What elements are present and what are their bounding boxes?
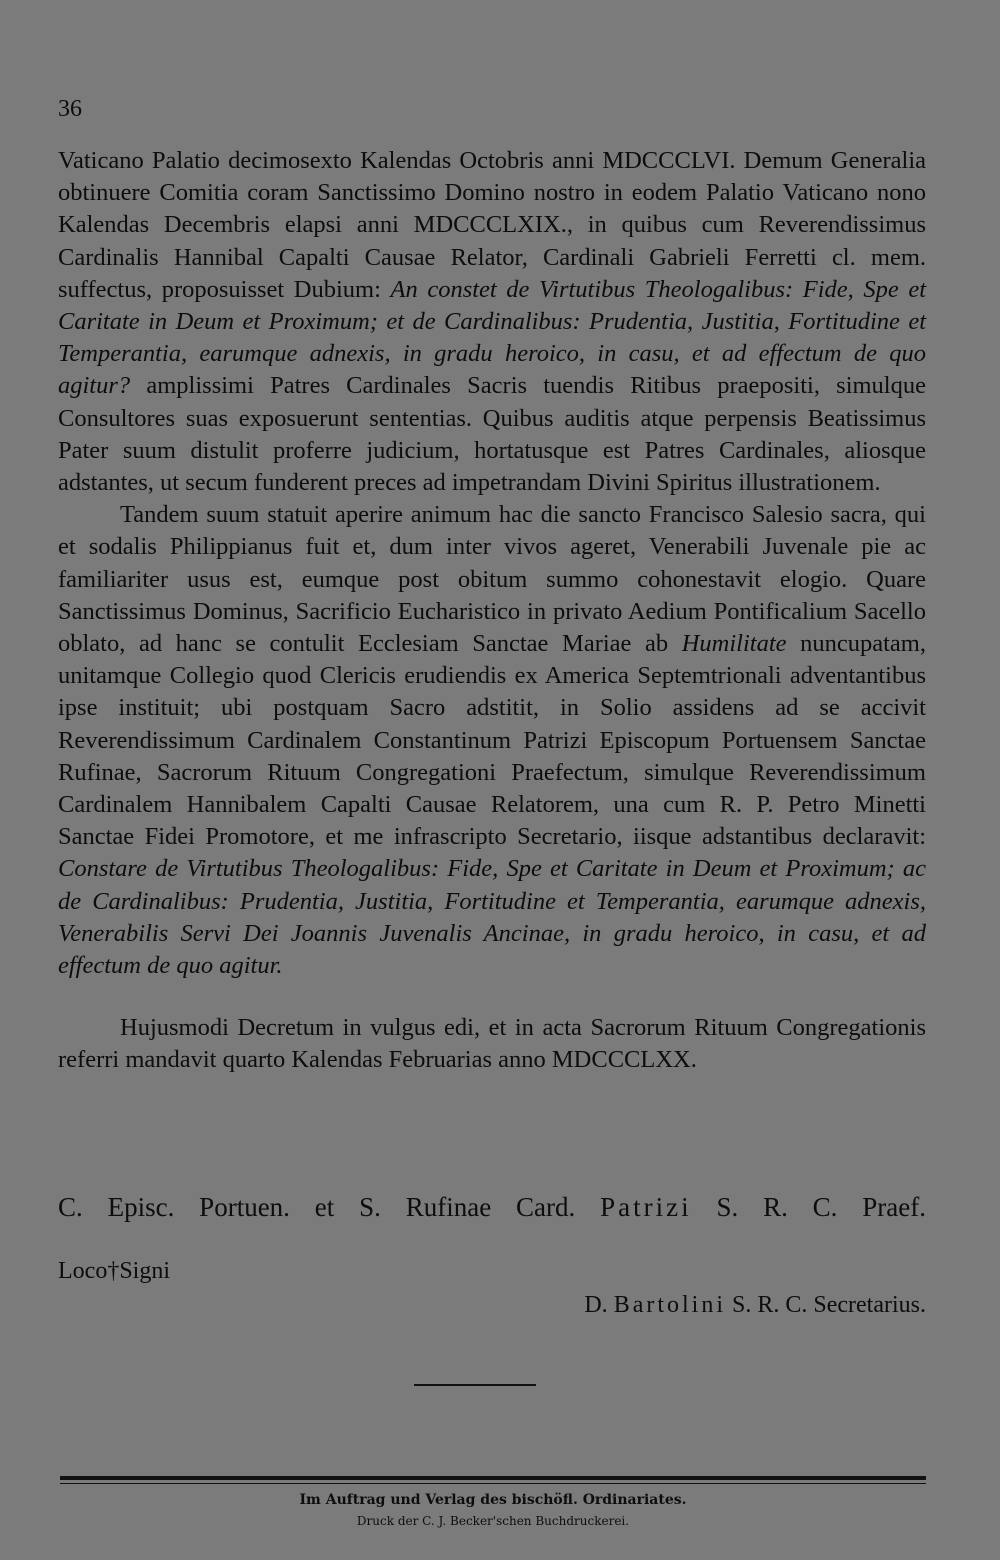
- paragraph-2: [58, 499, 926, 982]
- footer-rule-thin: [60, 1483, 926, 1484]
- footer-rule-thick: [60, 1476, 926, 1480]
- paragraph-2-text-a: Tandem suum statuit aperire animum hac die sancto Francisco Salesio sacra, qui et sodalis Philippianus fuit et, dum inter vivos ageret, Venerabili Juvenale pie ac familiariter usus est, eumque post obitum summo cohonestavit elogio. Quare Sanctissimus Dominus, Sacrificio Eucharistico in privato Aedium Pontificalium Sacello oblato, ad hanc se contulit Ecclesiam Sanctae Mariae ab: [58, 501, 926, 658]
- secretary-suffix: S. R. C. Secretarius.: [726, 1292, 926, 1318]
- paragraph-2-church-name: Humilitate: [681, 630, 787, 658]
- paragraph-1: [58, 145, 926, 499]
- secretary-name: Bartolini: [613, 1292, 727, 1318]
- imprint-printer: Druck der C. J. Becker'schen Buchdruckerei.: [356, 1514, 630, 1528]
- prefect-prefix: C. Episc. Portuen. et S. Rufinae Card.: [58, 1192, 601, 1222]
- paragraph-2-declaration: Constare de Virtutibus Theologalibus: Fide, Spe et Caritate in Deum et Proximum; ac de Cardinalibus: Prudentia, Justitia, Fortitudine et Temperantia, earumque adnexis, Venerabilis Servi Dei Joannis Juvenalis Ancinae, in gradu heroico, in casu, et ad effectum de quo agitur.: [58, 855, 926, 980]
- decree-body: [58, 145, 926, 1077]
- paragraph-3: Hujusmodi Decretum in vulgus edi, et in acta Sacrorum Rituum Congregationis referri mandavit quarto Kalendas Februarias anno MDCCCLXX.: [58, 1014, 926, 1074]
- paragraph-1-dubium: An constet de Virtutibus Theologalibus: Fide, Spe et Caritate in Deum et Proximum; et de Cardinalibus: Prudentia, Justitia, Fortitudine et Temperantia, earumque adnexis, in gradu heroico, in casu, et ad effectum de quo agitur?: [58, 275, 926, 400]
- paragraph-1-text-b: amplissimi Patres Cardinales Sacris tuendis Ritibus praepositi, simulque Consultores suas exposuerunt sententias. Quibus auditis atque perpensis Beatissimus Pater suum distulit proferre judicium, hortatusque est Patres Cardinales, aliosque adstantes, ut secum funderent preces ad impetrandam Divini Spiritus illustrationem.: [58, 372, 926, 497]
- separator-rule: [414, 1384, 536, 1386]
- seal-placeholder: Loco†Signi: [58, 1258, 170, 1284]
- paragraph-1-text-a: Vaticano Palatio decimosexto Kalendas Octobris anni MDCCCLVI. Demum Generalia obtinuere Comitia coram Sanctissimo Domino nostro in eodem Palatio Vaticano nono Kalendas Decembris elapsi anni MDCCCLXIX., in quibus cum Reverendissimus Cardinalis Hannibal Capalti Causae Relator, Cardinali Gabrieli Ferretti cl. mem. suffectus, proposuisset Dubium:: [58, 147, 926, 303]
- prefect-suffix: S. R. C. Praef.: [691, 1192, 926, 1222]
- prefect-name: Patrizi: [600, 1192, 692, 1222]
- secretary-signature: [584, 1292, 926, 1319]
- secretary-prefix: D.: [584, 1292, 614, 1318]
- paragraph-2-text-b: nuncupatam, unitamque Collegio quod Clericis erudiendis ex America Septemtrionali adventantibus ipse instituit; ubi postquam Sacro adstitit, in Solio assidens ad se accivit Reverendissimum Cardinalem Constantinum Patrizi Episcopum Portuensem Sanctae Rufinae, Sacrorum Rituum Congregationi Praefectum, simulque Reverendissimum Cardinalem Hannibalem Capalti Causae Relatorem, una cum R. P. Petro Minetti Sanctae Fidei Promotore, et me infrascripto Secretario, iisque adstantibus declaravit:: [58, 630, 926, 851]
- page-number: 36: [58, 96, 82, 122]
- imprint-publisher: Im Auftrag und Verlag des bischöfl. Ordinariates.: [299, 1492, 687, 1508]
- prefect-signature: [58, 1192, 926, 1223]
